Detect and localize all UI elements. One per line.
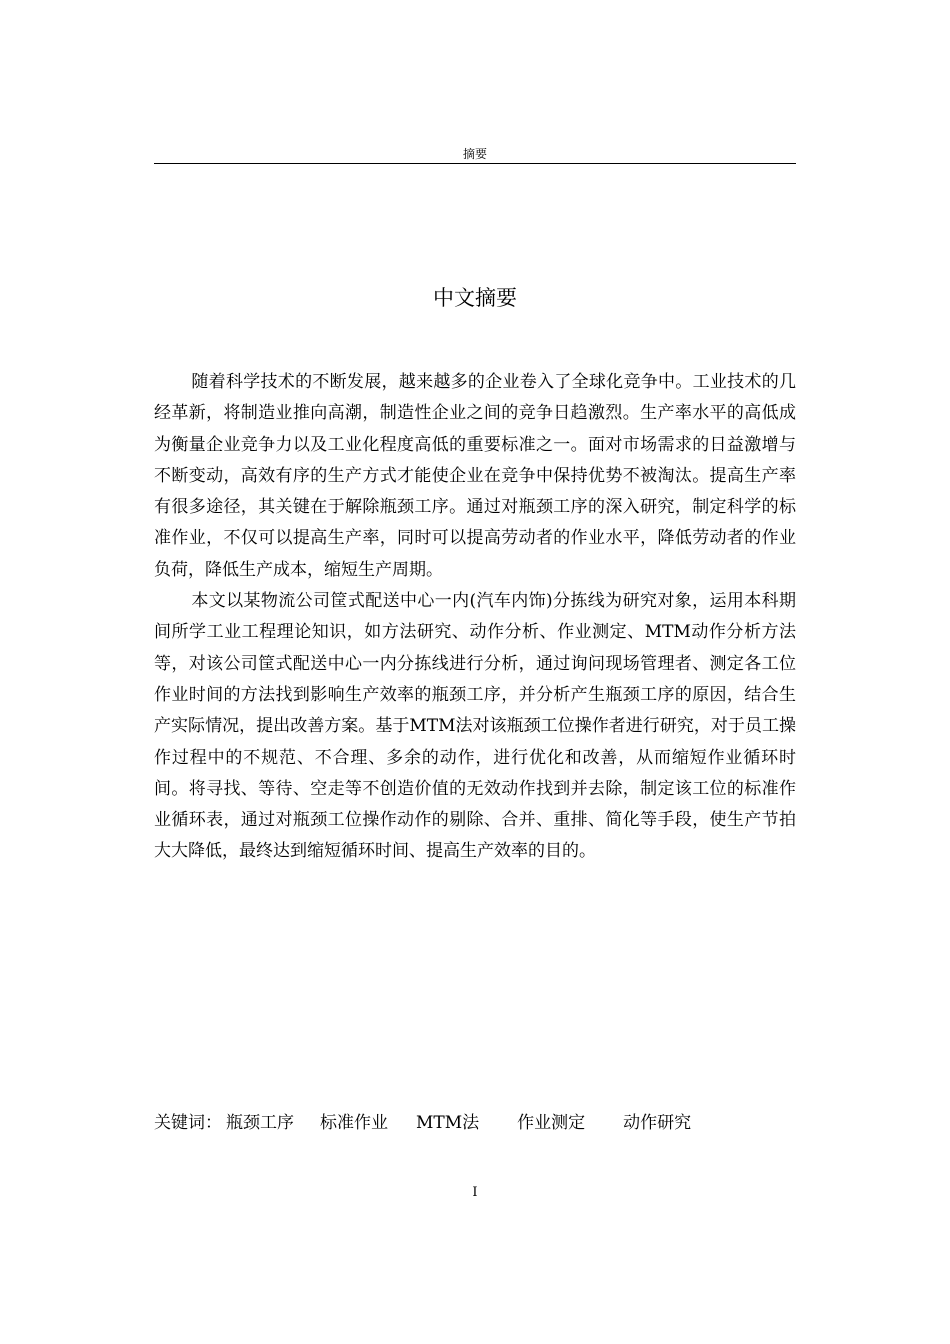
running-header-title: 摘要 bbox=[462, 147, 487, 161]
keyword-item: 作业测定 bbox=[517, 1113, 586, 1133]
page-number: I bbox=[472, 1185, 478, 1200]
abstract-paragraph-1: 随着科学技术的不断发展，越来越多的企业卷入了全球化竞争中。工业技术的几经革新，将制造业推向高潮，制造性企业之间的竞争日趋激烈。生产率水平的高低成为衡量企业竞争力以及工业化程度高低的重要标准之一。面对市场需求的日益激增与不断变动，高效有序的生产方式才能使企业在竞争中保持优势不被淘汰。提高生产率有很多途径，其关键在于解除瓶颈工序。通过对瓶颈工序的深入研究，制定科学的标准作业，不仅可以提高生产率，同时可以提高劳动者的作业水平，降低劳动者的作业负荷，降低生产成本，缩短生产周期。 bbox=[154, 372, 796, 580]
keywords-label: 关键词： bbox=[154, 1113, 222, 1133]
keyword-item: 标准作业 bbox=[320, 1113, 388, 1133]
keywords-line bbox=[154, 1110, 796, 1136]
abstract-paragraph-2: 本文以某物流公司筐式配送中心一内(汽车内饰)分拣线为研究对象，运用本科期间所学工业工程理论知识，如方法研究、动作分析、作业测定、MTM动作分析方法等，对该公司筐式配送中心一内分拣线进行分析，通过询问现场管理者、测定各工位作业时间的方法找到影响生产效率的瓶颈工序，并分析产生瓶颈工序的原因，结合生产实际情况，提出改善方案。基于MTM法对该瓶颈工位操作者进行研究，对于员工操作过程中的不规范、不合理、多余的动作，进行优化和改善，从而缩短作业循环时间。将寻找、等待、空走等不创造价值的无效动作找到并去除，制定该工位的标准作业循环表，通过对瓶颈工位操作动作的剔除、合并、重排、简化等手段，使生产节拍大大降低，最终达到缩短循环时间、提高生产效率的目的。 bbox=[154, 591, 796, 862]
keyword-item: MTM法 bbox=[416, 1113, 480, 1133]
keyword-item: 瓶颈工序 bbox=[226, 1113, 294, 1133]
running-header bbox=[154, 146, 796, 164]
keyword-item: 动作研究 bbox=[623, 1113, 692, 1133]
abstract-body bbox=[154, 367, 796, 868]
page-title: 中文摘要 bbox=[433, 286, 517, 310]
